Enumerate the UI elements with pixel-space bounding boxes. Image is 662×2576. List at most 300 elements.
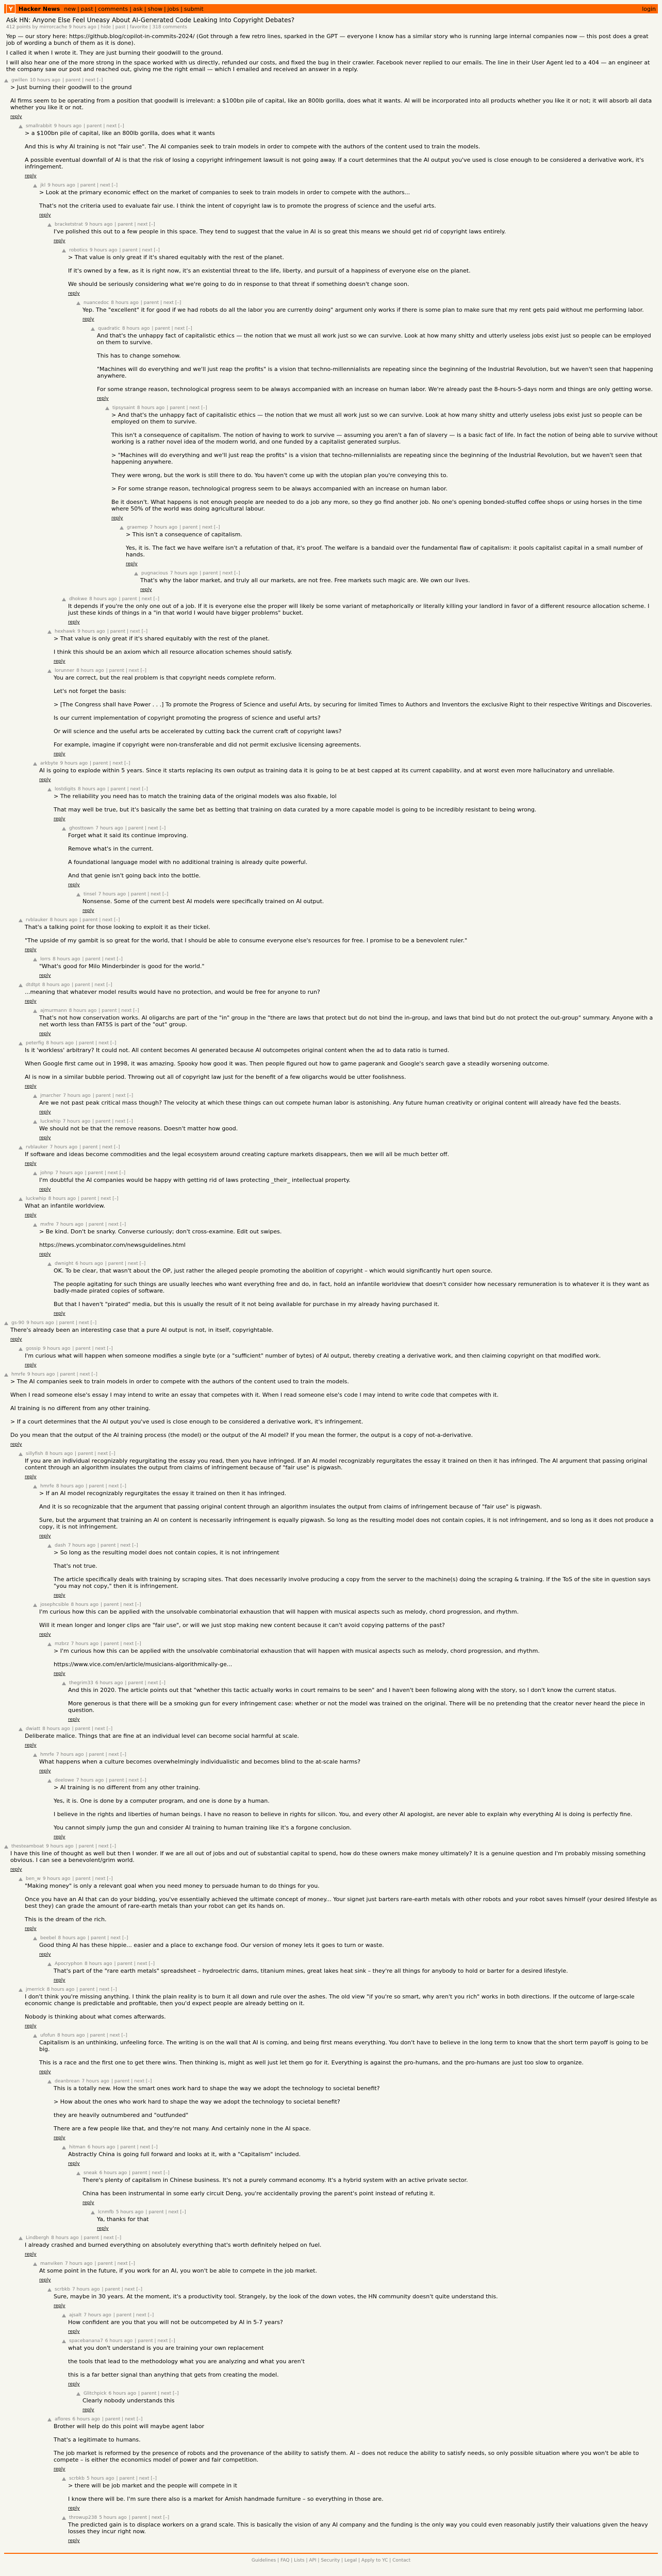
reply-link[interactable]: reply [39, 213, 51, 218]
upvote-arrow-icon[interactable] [47, 630, 52, 634]
upvote-arrow-icon[interactable] [33, 1120, 37, 1124]
upvote-arrow-icon[interactable] [62, 827, 66, 831]
reply-link[interactable]: reply [39, 1031, 51, 1037]
comment-user[interactable]: pugnacious [141, 571, 168, 576]
comment-nav-links[interactable]: | parent | next [–] [125, 1681, 166, 1686]
upvote-arrow-icon[interactable] [33, 2262, 37, 2266]
reply-link[interactable]: reply [68, 620, 80, 625]
upvote-arrow-icon[interactable] [47, 223, 52, 227]
comment-age[interactable]: 8 hours ago [42, 982, 70, 988]
comment-nav-links[interactable]: | parent | next [–] [90, 761, 130, 766]
reply-link[interactable]: reply [25, 174, 37, 179]
comment-nav-links[interactable]: | parent | next [–] [88, 1936, 128, 1941]
comment-nav-links[interactable]: | parent | next [–] [80, 2235, 122, 2241]
comment-user[interactable]: ben_w [26, 1876, 41, 1882]
comment-user[interactable]: tipsysaint [112, 405, 135, 411]
upvote-arrow-icon[interactable] [19, 2236, 23, 2240]
reply-link[interactable]: reply [39, 1110, 51, 1115]
upvote-arrow-icon[interactable] [47, 2080, 52, 2083]
comment-age[interactable]: 10 hours ago [29, 78, 61, 83]
comment-user[interactable]: peterfig [26, 1041, 44, 1046]
reply-link[interactable]: reply [111, 516, 123, 521]
comment-age[interactable]: 8 hours ago [58, 1936, 86, 1941]
upvote-arrow-icon[interactable] [19, 984, 23, 987]
reply-link[interactable]: reply [25, 1926, 37, 1931]
comment-nav-links[interactable]: | parent | next [–] [101, 1641, 141, 1647]
upvote-arrow-icon[interactable] [76, 301, 80, 305]
comment-age[interactable]: 8 hours ago [57, 2033, 85, 2038]
upvote-arrow-icon[interactable] [47, 1642, 52, 1646]
reply-link[interactable]: reply [54, 752, 65, 757]
upvote-arrow-icon[interactable] [76, 2172, 80, 2175]
nav-link-new[interactable]: new [64, 5, 76, 12]
comment-nav-links[interactable]: | parent | next [–] [57, 1372, 97, 1377]
comment-nav-links[interactable]: | parent | next [–] [179, 525, 220, 530]
comment-user[interactable]: arkbyte [40, 761, 58, 766]
comment-nav-links[interactable]: | parent | next [–] [78, 1196, 119, 1201]
comment-nav-links[interactable]: | parent | next [–] [79, 1145, 120, 1150]
comment-nav-links[interactable]: | parent | next [–] [129, 2171, 170, 2176]
comment-nav-links[interactable]: | parent | next [–] [97, 1543, 138, 1548]
comment-nav-links[interactable]: | parent | next [–] [102, 2287, 142, 2292]
reply-link[interactable]: reply [68, 2538, 80, 2544]
comment-nav-links[interactable]: | parent | next [–] [200, 571, 240, 576]
comment-nav-links[interactable]: | parent | next [–] [113, 2313, 154, 2318]
comment-age[interactable]: 6 hours ago [105, 2338, 133, 2344]
upvote-arrow-icon[interactable] [19, 1988, 23, 1992]
comment-age[interactable]: 7 hours ago [98, 892, 126, 897]
reply-link[interactable]: reply [54, 1835, 65, 1840]
upvote-arrow-icon[interactable] [33, 2034, 37, 2038]
reply-link[interactable]: reply [25, 2024, 37, 2029]
comment-user[interactable]: luckwhip [26, 1196, 46, 1201]
comment-user[interactable]: rvblauker [26, 918, 48, 923]
upvote-arrow-icon[interactable] [76, 2392, 80, 2396]
comment-user[interactable]: Lindbergh [26, 2235, 49, 2241]
reply-link[interactable]: reply [39, 1136, 51, 1141]
comment-age[interactable]: 6 hours ago [95, 1681, 123, 1686]
comment-age[interactable]: 7 hours ago [95, 826, 123, 831]
nav-link-ask[interactable]: ask [133, 5, 143, 12]
story-title-link[interactable]: Ask HN: Anyone Else Feel Uneasy About AI-Generated Code Leaking Into Copyright Debates? [6, 16, 295, 24]
upvote-arrow-icon[interactable] [62, 598, 66, 601]
upvote-arrow-icon[interactable] [47, 669, 52, 673]
upvote-arrow-icon[interactable] [33, 1009, 37, 1013]
reply-link[interactable]: reply [82, 2200, 94, 2206]
reply-link[interactable]: reply [39, 1252, 51, 1257]
upvote-arrow-icon[interactable] [19, 1347, 23, 1351]
upvote-arrow-icon[interactable] [47, 1544, 52, 1548]
comment-nav-links[interactable]: | parent | next [–] [114, 222, 155, 227]
upvote-arrow-icon[interactable] [4, 79, 8, 82]
comment-nav-links[interactable]: | parent | next [–] [94, 2261, 135, 2266]
comment-user[interactable]: beebel [40, 1936, 56, 1941]
comment-age[interactable]: 5 hours ago [86, 2476, 114, 2481]
upvote-arrow-icon[interactable] [47, 1262, 52, 1266]
reply-link[interactable]: reply [10, 1337, 22, 1342]
comment-nav-links[interactable]: | parent | next [–] [75, 1041, 117, 1046]
comment-age[interactable]: 7 hours ago [84, 2313, 111, 2318]
upvote-arrow-icon[interactable] [4, 1373, 8, 1377]
comment-user[interactable]: jmarcher [40, 1093, 61, 1098]
reply-link[interactable]: reply [25, 1475, 37, 1480]
upvote-arrow-icon[interactable] [33, 1485, 37, 1488]
comment-user[interactable]: gwillen [11, 78, 28, 83]
reply-link[interactable]: reply [54, 2303, 65, 2309]
reply-link[interactable]: reply [54, 2136, 65, 2141]
comment-age[interactable]: 5 hours ago [115, 2210, 144, 2215]
reply-link[interactable]: reply [10, 1867, 22, 1872]
comment-age[interactable]: 8 hours ago [122, 326, 150, 331]
comment-age[interactable]: 7 hours ago [62, 1119, 91, 1124]
comment-nav-links[interactable]: | parent | next [–] [140, 300, 181, 306]
reply-link[interactable]: reply [97, 396, 109, 401]
comment-age[interactable]: 9 hours ago [77, 629, 105, 634]
upvote-arrow-icon[interactable] [47, 788, 52, 791]
comment-user[interactable]: lorrs [40, 957, 51, 962]
reply-link[interactable]: reply [54, 1311, 65, 1316]
comment-nav-links[interactable]: | parent | next [–] [62, 78, 103, 83]
comment-user[interactable]: gossip [26, 1346, 41, 1351]
comment-user[interactable]: josephcsible [40, 1602, 69, 1607]
comment-user[interactable]: luckwhip [40, 1119, 61, 1124]
comment-age[interactable]: 8 hours ago [51, 2235, 79, 2241]
comment-age[interactable]: 9 hours ago [46, 1844, 74, 1849]
comment-user[interactable]: hmrfe [11, 1372, 25, 1377]
reply-link[interactable]: reply [54, 2467, 65, 2472]
reply-link[interactable]: reply [68, 2506, 80, 2511]
upvote-arrow-icon[interactable] [19, 919, 23, 922]
comment-nav-links[interactable]: | parent | next [–] [77, 183, 118, 188]
comment-nav-links[interactable]: | parent | next [–] [86, 1484, 126, 1489]
comment-user[interactable]: dwnight [55, 1261, 74, 1266]
comment-age[interactable]: 8 hours ago [84, 1961, 112, 1967]
comment-user[interactable]: hmrfe [40, 1484, 54, 1489]
upvote-arrow-icon[interactable] [62, 2477, 66, 2481]
login-link[interactable]: login [642, 5, 656, 12]
comment-user[interactable]: ghosttown [69, 826, 94, 831]
reply-link[interactable]: reply [39, 1187, 51, 1192]
comment-user[interactable]: bracketstrat [55, 222, 83, 227]
comment-age[interactable]: 8 hours ago [56, 1484, 84, 1489]
comment-nav-links[interactable]: | parent | next [–] [152, 326, 192, 331]
comment-age[interactable]: 8 hours ago [77, 787, 106, 792]
upvote-arrow-icon[interactable] [19, 125, 23, 128]
comment-user[interactable]: thesteamboat [11, 1844, 44, 1849]
comment-user[interactable]: jmerrick [26, 1987, 45, 1992]
nav-link-show[interactable]: show [147, 5, 162, 12]
reply-link[interactable]: reply [10, 114, 22, 120]
reply-link[interactable]: reply [68, 291, 80, 296]
reply-link[interactable]: reply [82, 317, 94, 322]
comment-user[interactable]: gs-90 [11, 1320, 25, 1326]
comment-user[interactable]: scrbkb [55, 2287, 70, 2292]
comment-age[interactable]: 9 hours ago [85, 222, 113, 227]
reply-link[interactable]: reply [39, 777, 51, 783]
comment-user[interactable]: quadratic [98, 326, 120, 331]
reply-link[interactable]: reply [39, 973, 51, 978]
upvote-arrow-icon[interactable] [33, 1094, 37, 1098]
reply-link[interactable]: reply [25, 2252, 37, 2257]
comment-user[interactable]: rvblauker [26, 1145, 48, 1150]
comment-nav-links[interactable]: | parent | next [–] [117, 2145, 158, 2150]
upvote-arrow-icon[interactable] [62, 2516, 66, 2520]
upvote-arrow-icon[interactable] [62, 1682, 66, 1685]
comment-age[interactable]: 7 hours ago [150, 525, 177, 530]
comment-user[interactable]: lcnmfb [98, 2210, 114, 2215]
comment-nav-links[interactable]: | parent | next [–] [127, 892, 169, 897]
reply-link[interactable]: reply [68, 883, 80, 888]
comment-nav-links[interactable]: | parent | next [–] [135, 2338, 175, 2344]
comment-user[interactable]: tinsel [84, 892, 96, 897]
comment-nav-links[interactable]: | parent | next [–] [128, 2515, 170, 2520]
comment-age[interactable]: 9 hours ago [60, 761, 88, 766]
nav-link-jobs[interactable]: jobs [167, 5, 179, 12]
comment-nav-links[interactable]: | parent | next [–] [72, 1726, 113, 1732]
upvote-arrow-icon[interactable] [19, 1146, 23, 1149]
reply-link[interactable]: reply [54, 1671, 65, 1676]
comment-user[interactable]: graemep [127, 525, 148, 530]
reply-link[interactable]: reply [25, 1213, 37, 1218]
comment-user[interactable]: jkl [40, 183, 46, 188]
comment-nav-links[interactable]: | parent | next [–] [119, 248, 160, 253]
comment-nav-links[interactable]: | parent | next [–] [86, 1752, 126, 1757]
upvote-arrow-icon[interactable] [33, 958, 37, 961]
comment-age[interactable]: 8 hours ago [42, 1726, 70, 1732]
reply-link[interactable]: reply [54, 1978, 65, 1983]
comment-nav-links[interactable]: | parent | next [–] [79, 918, 120, 923]
comment-age[interactable]: 6 hours ago [75, 1261, 103, 1266]
reply-link[interactable]: reply [54, 817, 65, 822]
comment-age[interactable]: 8 hours ago [46, 1041, 74, 1046]
comment-age[interactable]: 8 hours ago [49, 918, 78, 923]
comment-age[interactable]: 6 hours ago [87, 2145, 115, 2150]
upvote-arrow-icon[interactable] [134, 572, 138, 575]
upvote-arrow-icon[interactable] [33, 762, 37, 766]
comment-age[interactable]: 6 hours ago [108, 2391, 137, 2396]
comment-nav-links[interactable]: | parent | next [–] [105, 1261, 146, 1266]
comment-nav-links[interactable]: | parent | next [–] [85, 1171, 126, 1176]
reply-link[interactable]: reply [54, 239, 65, 244]
comment-age[interactable]: 8 hours ago [45, 1451, 73, 1456]
comment-nav-links[interactable]: | parent | next [–] [106, 1778, 146, 1783]
comment-nav-links[interactable]: | parent | next [–] [84, 124, 124, 129]
upvote-arrow-icon[interactable] [19, 1452, 23, 1456]
reply-link[interactable]: reply [10, 1442, 22, 1447]
upvote-arrow-icon[interactable] [91, 2211, 95, 2214]
comment-user[interactable]: deelowe [55, 1778, 74, 1783]
comment-nav-links[interactable]: | parent | next [–] [87, 2033, 127, 2038]
comment-age[interactable]: 8 hours ago [52, 957, 80, 962]
comment-user[interactable]: dhokwe [69, 597, 88, 602]
comment-age[interactable]: 8 hours ago [137, 405, 165, 411]
upvote-arrow-icon[interactable] [33, 1937, 37, 1940]
reply-link[interactable]: reply [25, 1084, 37, 1089]
comment-age[interactable]: 9 hours ago [26, 1320, 54, 1326]
reply-link[interactable]: reply [39, 1769, 51, 1774]
comment-nav-links[interactable]: | parent | next [–] [116, 2476, 157, 2481]
upvote-arrow-icon[interactable] [62, 2314, 66, 2317]
reply-link[interactable]: reply [25, 1743, 37, 1748]
upvote-arrow-icon[interactable] [33, 1753, 37, 1757]
comment-age[interactable]: 8 hours ago [89, 597, 117, 602]
comment-user[interactable]: lorunner [55, 668, 75, 673]
comment-nav-links[interactable]: | parent | next [–] [114, 1961, 155, 1967]
upvote-arrow-icon[interactable] [19, 1727, 23, 1731]
comment-user[interactable]: spacebanana7 [69, 2338, 103, 2344]
comment-age[interactable]: 8 hours ago [76, 668, 104, 673]
comment-age[interactable]: 9 hours ago [54, 124, 82, 129]
comment-age[interactable]: 7 hours ago [64, 2261, 93, 2266]
comment-nav-links[interactable]: | parent | next [–] [98, 1008, 139, 1013]
y-logo-icon[interactable]: Y [6, 4, 15, 13]
upvote-arrow-icon[interactable] [91, 327, 95, 331]
nav-link-comments[interactable]: comments [98, 5, 128, 12]
upvote-arrow-icon[interactable] [62, 2146, 66, 2149]
reply-link[interactable]: reply [126, 562, 138, 567]
comment-age[interactable]: 8 hours ago [69, 1008, 97, 1013]
comment-age[interactable]: 9 hours ago [42, 1346, 71, 1351]
comment-nav-links[interactable]: | parent | next [–] [102, 2417, 143, 2422]
comment-age[interactable]: 8 hours ago [48, 1196, 76, 1201]
reply-link[interactable]: reply [39, 1952, 51, 1957]
comment-user[interactable]: aflores [55, 2417, 71, 2422]
comment-nav-links[interactable]: | parent | next [–] [82, 957, 123, 962]
reply-link[interactable]: reply [39, 2070, 51, 2075]
reply-link[interactable]: reply [54, 1593, 65, 1598]
comment-age[interactable]: 7 hours ago [56, 1222, 84, 1227]
comment-age[interactable]: 7 hours ago [56, 1752, 84, 1757]
comment-user[interactable]: Glitchpick [84, 2391, 107, 2396]
comment-user[interactable]: lostdigits [55, 787, 76, 792]
comment-nav-links[interactable]: | parent | next [–] [101, 1602, 141, 1607]
reply-link[interactable]: reply [68, 1717, 80, 1722]
comment-user[interactable]: sneak [84, 2171, 97, 2176]
upvote-arrow-icon[interactable] [120, 526, 124, 530]
upvote-arrow-icon[interactable] [62, 249, 66, 252]
comment-user[interactable]: ufofun [40, 2033, 55, 2038]
comment-user[interactable]: Apocryphon [55, 1961, 82, 1967]
reply-link[interactable]: reply [68, 2329, 80, 2334]
comment-nav-links[interactable]: | parent | next [–] [92, 1093, 134, 1098]
comment-nav-links[interactable]: | parent | next [–] [125, 826, 166, 831]
comment-age[interactable]: 7 hours ago [81, 2079, 109, 2084]
upvote-arrow-icon[interactable] [33, 1172, 37, 1175]
comment-nav-links[interactable]: | parent | next [–] [75, 1844, 117, 1849]
comment-user[interactable]: hmrfe [40, 1752, 54, 1757]
comment-age[interactable]: 9 hours ago [42, 1876, 71, 1882]
reply-link[interactable]: reply [68, 2382, 80, 2387]
comment-user[interactable]: johnp [40, 1171, 54, 1176]
comment-nav-links[interactable]: | parent | next [–] [75, 1451, 115, 1456]
site-title[interactable]: Hacker News [19, 5, 60, 12]
upvote-arrow-icon[interactable] [4, 1845, 8, 1849]
comment-age[interactable]: 5 hours ago [99, 2515, 127, 2520]
comment-nav-links[interactable]: | parent | next [–] [106, 668, 147, 673]
upvote-arrow-icon[interactable] [47, 1779, 52, 1783]
upvote-arrow-icon[interactable] [47, 2288, 52, 2292]
comment-user[interactable]: nuancedoc [84, 300, 109, 306]
reply-link[interactable]: reply [25, 999, 37, 1004]
upvote-arrow-icon[interactable] [33, 184, 37, 188]
comment-nav-links[interactable]: | parent | next [–] [56, 1320, 97, 1326]
comment-nav-links[interactable]: | parent | next [–] [72, 982, 112, 988]
comment-nav-links[interactable]: | parent | next [–] [92, 1119, 133, 1124]
comment-user[interactable]: smallrabbit [26, 124, 52, 129]
comment-user[interactable]: sillyfish [26, 1451, 43, 1456]
comment-user[interactable]: mzbrz [55, 1641, 69, 1647]
reply-link[interactable]: reply [140, 587, 152, 592]
comment-user[interactable]: scrbkb [69, 2476, 85, 2481]
reply-link[interactable]: reply [82, 2408, 94, 2413]
comment-user[interactable]: ajsalt [69, 2313, 82, 2318]
reply-link[interactable]: reply [39, 2278, 51, 2283]
comment-user[interactable]: deanbrean [55, 2079, 80, 2084]
comment-user[interactable]: hexhawk [55, 629, 76, 634]
upvote-arrow-icon[interactable] [19, 1197, 23, 1201]
comment-nav-links[interactable]: | parent | next [–] [145, 2210, 186, 2215]
comment-age[interactable]: 7 hours ago [72, 2287, 100, 2292]
reply-link[interactable]: reply [39, 1632, 51, 1637]
reply-link[interactable]: reply [68, 2161, 80, 2166]
reply-link[interactable]: reply [82, 908, 94, 913]
upvote-arrow-icon[interactable] [47, 1962, 52, 1966]
comment-age[interactable]: 9 hours ago [27, 1372, 55, 1377]
nav-link-past[interactable]: past [80, 5, 93, 12]
comment-nav-links[interactable]: | parent | next [–] [119, 597, 160, 602]
comment-age[interactable]: 6 hours ago [72, 2417, 100, 2422]
comment-age[interactable]: 7 hours ago [68, 1543, 96, 1548]
comment-age[interactable]: 8 hours ago [111, 300, 139, 306]
comment-age[interactable]: 7 hours ago [76, 1778, 104, 1783]
comment-age[interactable]: 8 hours ago [71, 1602, 99, 1607]
comment-age[interactable]: 7 hours ago [71, 1641, 99, 1647]
upvote-arrow-icon[interactable] [105, 406, 109, 410]
reply-link[interactable]: reply [54, 659, 65, 664]
comment-nav-links[interactable]: | parent | next [–] [111, 2079, 152, 2084]
upvote-arrow-icon[interactable] [47, 2418, 52, 2421]
upvote-arrow-icon[interactable] [33, 1603, 37, 1607]
upvote-arrow-icon[interactable] [19, 1877, 23, 1881]
comment-user[interactable]: manviken [40, 2261, 63, 2266]
comment-nav-links[interactable]: | parent | next [–] [107, 787, 148, 792]
comment-nav-links[interactable]: | parent | next [–] [85, 1222, 126, 1227]
upvote-arrow-icon[interactable] [19, 1042, 23, 1045]
upvote-arrow-icon[interactable] [33, 1223, 37, 1227]
comment-age[interactable]: 8 hours ago [46, 1987, 75, 1992]
reply-link[interactable]: reply [25, 947, 37, 953]
reply-link[interactable]: reply [25, 1363, 37, 1368]
comment-nav-links[interactable]: | parent | next [–] [167, 405, 207, 411]
comment-age[interactable]: 9 hours ago [47, 183, 75, 188]
comment-user[interactable]: mxfre [40, 1222, 54, 1227]
nav-link-submit[interactable]: submit [184, 5, 204, 12]
comment-user[interactable]: dtdtpt [26, 982, 40, 988]
comment-user[interactable]: throwup238 [69, 2515, 97, 2520]
comment-nav-links[interactable]: | parent | next [–] [107, 629, 148, 634]
upvote-arrow-icon[interactable] [4, 1321, 8, 1325]
comment-user[interactable]: hitman [69, 2145, 86, 2150]
comment-nav-links[interactable]: | parent | next [–] [138, 2391, 179, 2396]
comment-user[interactable]: robotics [69, 248, 88, 253]
comment-nav-links[interactable]: | parent | next [–] [76, 1987, 117, 1992]
comment-age[interactable]: 7 hours ago [55, 1171, 83, 1176]
upvote-arrow-icon[interactable] [76, 893, 80, 896]
reply-link[interactable]: reply [25, 1161, 37, 1166]
comment-user[interactable]: dwiatt [26, 1726, 41, 1732]
comment-age[interactable]: 6 hours ago [99, 2171, 127, 2176]
comment-age[interactable]: 7 hours ago [170, 571, 198, 576]
